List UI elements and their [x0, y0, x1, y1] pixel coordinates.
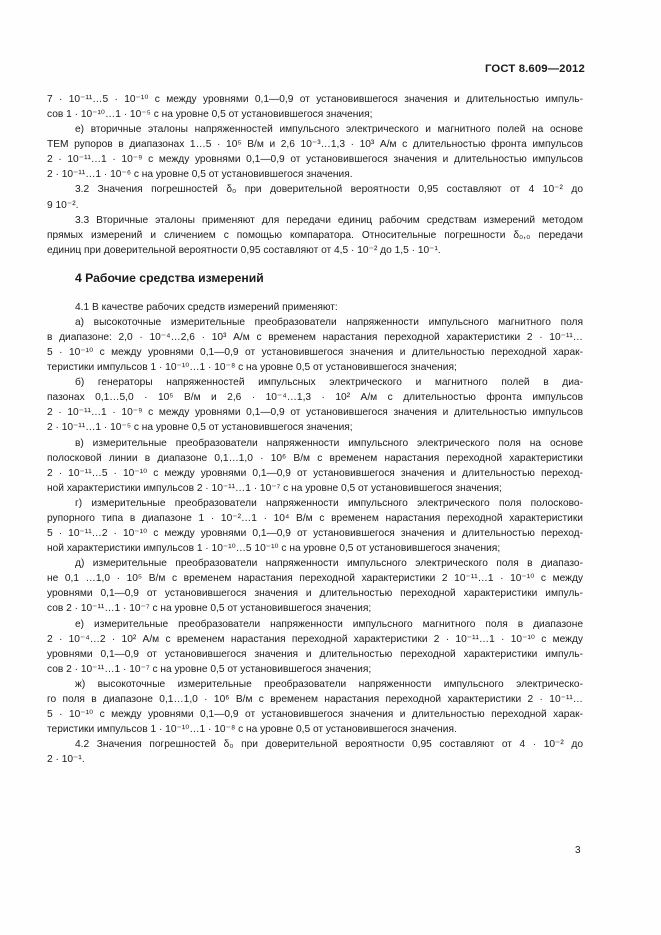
text-line: ной характеристики импульсов 1 · 10⁻¹⁰…5 10⁻¹⁰ с на уровне 0,5 от установившегося значения; [47, 543, 501, 555]
text-line: не 0,1 …1,0 · 10⁵ В/м с временем нарастания переходной характеристики 2 10⁻¹¹…1 · 10⁻¹⁰ с между [47, 573, 583, 585]
text-line: ТЕМ рупоров в диапазонах 1…5 · 10⁵ В/м и 2,6 10⁻³…1,3 · 10³ А/м с длительностью фронта импульсов [47, 139, 583, 151]
text-line: 3.3 Вторичные эталоны применяют для передачи единиц рабочим средствам измерений методом [75, 214, 583, 226]
text-line: 4.1 В качестве рабочих средств измерений применяют: [75, 301, 338, 313]
text-line: 2 · 10⁻¹¹…1 · 10⁻⁵ с на уровне 0,5 от установившегося значения; [47, 422, 353, 434]
text-line: 2 · 10⁻¹¹…5 · 10⁻¹⁰ с между уровнями 0,1—0,9 от установившегося значения и длительностью переход- [47, 467, 583, 479]
text-line: 5 · 10⁻¹¹…2 · 10⁻¹⁰ с между уровнями 0,1—0,9 от установившегося значения и длительностью переход- [47, 528, 583, 540]
text-line: сов 2 · 10⁻¹¹…1 · 10⁻⁷ с на уровне 0,5 от установившегося значения; [47, 663, 372, 675]
text-line: е) измерительные преобразователи напряженности импульсного магнитного поля в диапазоне [75, 618, 583, 630]
text-line: а) высокоточные измерительные преобразователи напряженности импульсного магнитного поля [75, 316, 583, 328]
text-line: 5 · 10⁻¹⁰ с между уровнями 0,1—0,9 от установившегося значения и длительностью переходной харак- [47, 708, 583, 720]
text-line: 3.2 Значения погрешностей δ₀ при доверительной вероятности 0,95 составляют от 4 10⁻² до [75, 184, 583, 196]
text-line: г) измерительные преобразователи напряженности импульсного электрического поля полосково- [75, 497, 583, 509]
text-line: уровнями 0,1—0,9 от установившегося значения и длительностью переходной характеристики импуль- [47, 648, 583, 660]
text-line: в) измерительные преобразователи напряженности импульсного электрического поля на основе [75, 437, 583, 449]
text-line: пазонах 0,1…5,0 · 10⁵ В/м и 2,6 · 10⁻⁴…1,3 · 10² А/м с длительностью фронта импульсов [47, 392, 583, 404]
text-line: 2 · 10⁻⁴…2 · 10² А/м с временем нарастания переходной характеристики 2 · 10⁻¹¹…1 · 10⁻¹⁰ с между [47, 633, 583, 645]
section-heading: 4 Рабочие средства измерений [75, 270, 264, 285]
text-line: сов 1 · 10⁻¹⁰…1 · 10⁻⁵ с на уровне 0,5 от установившегося значения; [47, 109, 373, 121]
text-line: рупорного типа в диапазоне 1 · 10⁻²…1 · 10⁴ В/м с временем нарастания переходной характеристики [47, 512, 583, 524]
text-line: 2 · 10⁻¹¹…1 · 10⁻⁹ с между уровнями 0,1—0,9 от установившегося значения и длительностью импульсов [47, 154, 583, 166]
text-line: 5 · 10⁻¹⁰ с между уровнями 0,1—0,9 от установившегося значения и длительностью переходной харак- [47, 347, 583, 359]
text-line: полосковой линии в диапазоне 0,1…1,0 · 10⁶ В/м с временем нарастания переходной характеристики [47, 452, 583, 464]
text-line: в диапазоне: 2,0 · 10⁻⁴…2,6 · 10³ А/м с временем нарастания переходной характеристики 2 · 10⁻¹¹… [47, 332, 583, 344]
text-line: е) вторичные эталоны напряженностей импульсного электрического и магнитного полей на основе [75, 124, 583, 136]
text-line: ной характеристики импульсов 2 · 10⁻¹¹…1 · 10⁻⁷ с на уровне 0,5 от установившегося значения; [47, 482, 502, 494]
text-line: го поля в диапазоне 0,1…1,0 · 10⁶ В/м с временем нарастания переходной характеристики 2 · 10⁻¹¹… [47, 693, 583, 705]
text-line: сов 2 · 10⁻¹¹…1 · 10⁻⁷ с на уровне 0,5 от установившегося значения; [47, 603, 372, 615]
text-line: теристики импульсов 1 · 10⁻¹⁰…1 · 10⁻⁸ с на уровне 0,5 от установившегося значения. [47, 724, 457, 736]
text-line: 7 · 10⁻¹¹…5 · 10⁻¹⁰ с между уровнями 0,1—0,9 от установившегося значения и длительностью импуль- [47, 94, 583, 105]
text-line: единиц при доверительной вероятности 0,95 составляют от 4,5 · 10⁻² до 1,5 · 10⁻¹. [47, 244, 441, 256]
text-line: ж) высокоточные измерительные преобразователи напряженности импульсного электрическо- [75, 678, 583, 690]
text-line: б) генераторы напряженностей импульсных электрического и магнитного полей в диа- [75, 377, 583, 389]
text-line: 2 · 10⁻¹¹…1 · 10⁻⁶ с на уровне 0,5 от установившегося значения. [47, 169, 353, 181]
document-body [47, 92, 583, 767]
text-line: 2 · 10⁻¹¹…1 · 10⁻⁹ с между уровнями 0,1—0,9 от установившегося значения и длительностью импульсов [47, 407, 583, 419]
text-line: 4.2 Значения погрешностей δ₀ при доверительной вероятности 0,95 составляют от 4 · 10⁻² до [75, 739, 583, 751]
text-line: 9 10⁻². [47, 199, 79, 211]
text-line: прямых измерений и сличением с помощью компаратора. Относительные погрешности δ₀,₀ передачи [47, 229, 583, 241]
text-line: теристики импульсов 1 · 10⁻¹⁰…1 · 10⁻⁸ с на уровне 0,5 от установившегося значения; [47, 362, 457, 374]
text-line: д) измерительные преобразователи напряженности импульсного электрического поля в диапазо- [75, 558, 583, 570]
text-line: уровнями 0,1—0,9 от установившегося значения и длительностью переходной характеристики импуль- [47, 588, 583, 600]
document-code-header: ГОСТ 8.609—2012 [485, 63, 585, 75]
page-number: 3 [575, 845, 581, 856]
text-line: 2 · 10⁻¹. [47, 754, 85, 766]
